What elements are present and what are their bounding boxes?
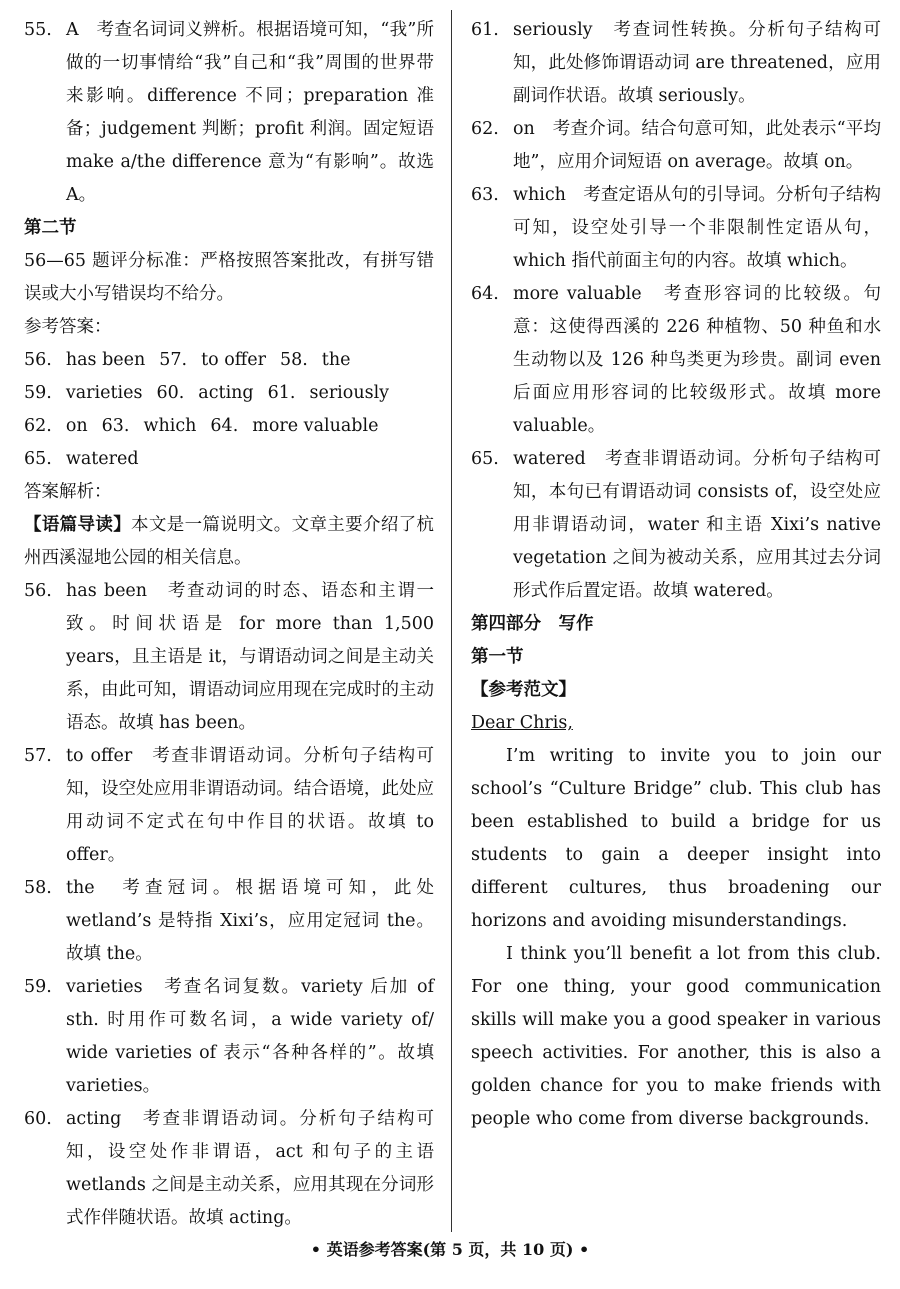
explanation-text: A 考查名词词义辨析。根据语境可知，“我”所做的一切事情给“我”自己和“我”周围的世界带来影响。difference 不同；preparation 准备；judgement 判断；profit 利润。固定短语 make a/the difference 意为“有影响”。故选 A。 bbox=[66, 20, 434, 205]
answer-explanation-62 bbox=[471, 113, 881, 179]
answer-explanation-57 bbox=[24, 740, 434, 872]
answer-explanation-64 bbox=[471, 278, 881, 443]
answer-row bbox=[24, 377, 434, 410]
answer-explanation-59 bbox=[24, 971, 434, 1103]
right-column bbox=[471, 14, 881, 1136]
question-number: 57. bbox=[24, 746, 52, 766]
answer-value: the bbox=[321, 350, 351, 370]
answer-number: 61. bbox=[267, 383, 296, 403]
answer-explanation-60 bbox=[24, 1103, 434, 1235]
page-footer: • 英语参考答案(第 5 页，共 10 页) • bbox=[310, 1240, 590, 1259]
question-number: 61. bbox=[471, 20, 499, 40]
question-number: 65. bbox=[471, 449, 499, 469]
explanation-text: varieties 考查名词复数。variety 后加 of sth. 时用作可数名词，a wide variety of/ wide varieties of 表示“各种各样的”。故填 varieties。 bbox=[66, 977, 434, 1096]
explanation-text: on 考查介词。结合句意可知，此处表示“平均地”，应用介词短语 on average。故填 on。 bbox=[513, 119, 881, 172]
answer-number: 63. bbox=[101, 416, 130, 436]
question-number: 59. bbox=[24, 977, 52, 997]
reference-answers-label: 参考答案： bbox=[24, 317, 112, 337]
answer-value: more valuable bbox=[252, 416, 379, 436]
explanation-text: has been 考查动词的时态、语态和主谓一致。时间状语是 for more than 1,500 years，且主语是 it，与谓语动词之间是主动关系，由此可知，谓语动词应用现在完成时的主动语态。故填 has been。 bbox=[66, 581, 434, 733]
passage-guide-text: 本文是一篇说明文。文章主要介绍了杭州西溪湿地公园的相关信息。 bbox=[24, 515, 435, 568]
answer-row bbox=[24, 410, 434, 443]
answer-number: 58. bbox=[279, 350, 308, 370]
answer-explanation-55 bbox=[24, 14, 434, 212]
letter-paragraph: I’m writing to invite you to join our school’s “Culture Bridge” club. This club has been established to build a bridge for us students to gain a deeper insight into different cultures, thus broadening our horizons and avoiding misunderstandings. bbox=[471, 746, 881, 931]
explanation-text: the 考查冠词。根据语境可知，此处 wetland’s 是特指 Xixi’s，应用定冠词 the。故填 the。 bbox=[66, 878, 434, 964]
passage-guide bbox=[24, 509, 434, 575]
answer-number: 57. bbox=[159, 350, 188, 370]
answer-value: watered bbox=[65, 449, 139, 469]
question-number: 62. bbox=[471, 119, 499, 139]
answer-explanation-63 bbox=[471, 179, 881, 278]
sample-essay-label: 【参考范文】 bbox=[471, 680, 576, 700]
answer-explanation-61 bbox=[471, 14, 881, 113]
answer-number: 59. bbox=[24, 383, 52, 403]
answer-value: has been bbox=[65, 350, 146, 370]
left-column bbox=[24, 14, 434, 1235]
answer-row bbox=[24, 443, 434, 476]
answer-list bbox=[24, 344, 434, 476]
question-number: 60. bbox=[24, 1109, 52, 1129]
part-heading: 第四部分 写作 bbox=[471, 614, 594, 634]
explanation-text: seriously 考查词性转换。分析句子结构可知，此处修饰谓语动词 are threatened，应用副词作状语。故填 seriously。 bbox=[513, 20, 881, 106]
answer-number: 62. bbox=[24, 416, 52, 436]
question-number: 55. bbox=[24, 20, 52, 40]
answer-explanation-56 bbox=[24, 575, 434, 740]
answer-value: which bbox=[143, 416, 197, 436]
explanation-text: which 考查定语从句的引导词。分析句子结构可知，设空处引导一个非限制性定语从句，which 指代前面主句的内容。故填 which。 bbox=[513, 185, 881, 271]
answer-number: 64. bbox=[210, 416, 239, 436]
explanation-text: acting 考查非谓语动词。分析句子结构可知，设空处作非谓语，act 和句子的主语 wetlands 之间是主动关系，应用其现在分词形式作伴随状语。故填 acting。 bbox=[66, 1109, 434, 1228]
answer-value: on bbox=[65, 416, 88, 436]
question-number: 56. bbox=[24, 581, 52, 601]
question-number: 63. bbox=[471, 185, 499, 205]
explanation-text: to offer 考查非谓语动词。分析句子结构可知，设空处应用非谓语动词。结合语境，此处应用动词不定式在句中作目的状语。故填 to offer。 bbox=[66, 746, 434, 865]
section-heading: 第一节 bbox=[471, 647, 524, 667]
answer-number: 56. bbox=[24, 350, 52, 370]
answer-value: seriously bbox=[309, 383, 390, 403]
explanation-text: watered 考查非谓语动词。分析句子结构可知，本句已有谓语动词 consists of，设空处应用非谓语动词，water 和主语 Xixi’s native vegetation 之间为被动关系，应用其过去分词形式作后置定语。故填 watered。 bbox=[513, 449, 881, 601]
question-number: 64. bbox=[471, 284, 499, 304]
column-divider bbox=[451, 10, 452, 1232]
answer-value: acting bbox=[198, 383, 254, 403]
answer-row bbox=[24, 344, 434, 377]
question-number: 58. bbox=[24, 878, 52, 898]
letter-salutation: Dear Chris, bbox=[471, 713, 573, 733]
answer-value: to offer bbox=[201, 350, 266, 370]
answer-explanation-65 bbox=[471, 443, 881, 608]
answer-number: 60. bbox=[156, 383, 185, 403]
section-heading: 第二节 bbox=[24, 218, 77, 238]
grading-criteria: 56—65 题评分标准：严格按照答案批改，有拼写错误或大小写错误均不给分。 bbox=[24, 251, 434, 304]
answer-explanation-58 bbox=[24, 872, 434, 971]
explanation-text: more valuable 考查形容词的比较级。句意：这使得西溪的 226 种植物、50 种鱼和水生动物以及 126 种鸟类更为珍贵。副词 even 后面应用形容词的比较级形式。故填 more valuable。 bbox=[513, 284, 881, 436]
answer-value: varieties bbox=[65, 383, 143, 403]
passage-guide-label: 【语篇导读】 bbox=[24, 515, 132, 535]
letter-paragraph: I think you’ll benefit a lot from this club. For one thing, your good communication skills will make you a good speaker in various speech activities. For another, this is also a golden chance for you to make friends with people who come from diverse backgrounds. bbox=[471, 944, 881, 1129]
analysis-label: 答案解析： bbox=[24, 482, 112, 502]
answer-number: 65. bbox=[24, 449, 52, 469]
